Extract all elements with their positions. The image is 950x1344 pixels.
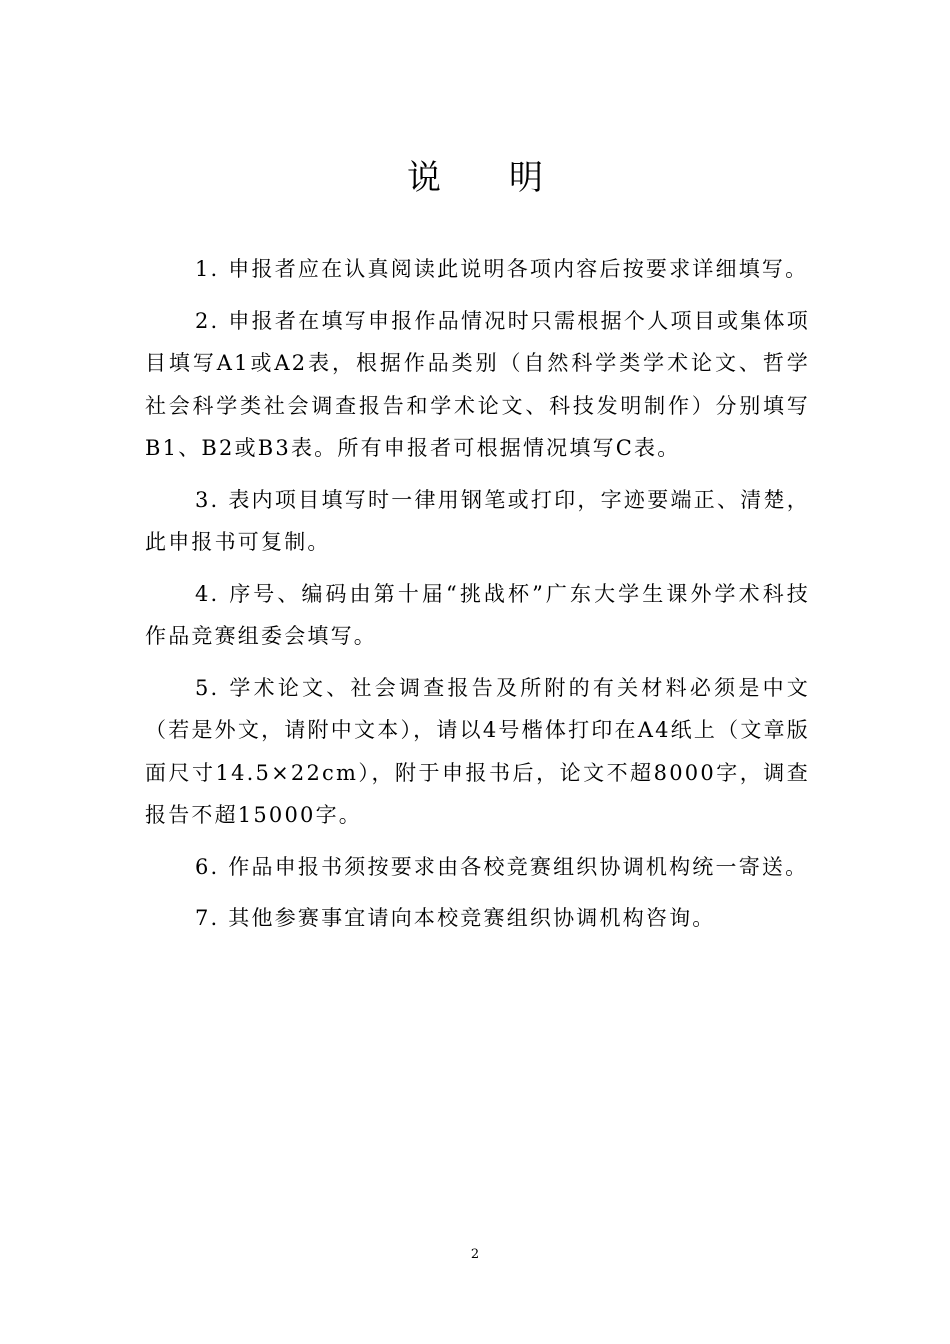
page-title: 说明 [407,158,611,198]
instruction-item-1: 1. 申报者应在认真阅读此说明各项内容后按要求详细填写。 [195,257,809,281]
instruction-item-3: 3. 表内项目填写时一律用钢笔或打印，字迹要端正、清楚，此申报书可复制。 [145,487,810,554]
instruction-item-2: 2. 申报者在填写申报作品情况时只需根据个人项目或集体项目填写A1或A2表，根据作品类别（自然科学类学术论文、哲学社会科学类社会调查报告和学术论文、科技发明制作）分别填写B1、B2或B3表。所有申报者可根据情况填写C表。 [145,308,810,460]
instruction-item-4: 4. 序号、编码由第十届“挑战杯”广东大学生课外学术科技作品竞赛组委会填写。 [145,581,810,648]
instruction-item-6: 6. 作品申报书须按要求由各校竞赛组织协调机构统一寄送。 [195,854,809,879]
instruction-item-7: 7. 其他参赛事宜请向本校竞赛组织协调机构咨询。 [195,906,716,930]
instruction-item-5: 5. 学术论文、社会调查报告及所附的有关材料必须是中文（若是外文，请附中文本），请以4号楷体打印在A4纸上（文章版面尺寸14.5×22cm），附于申报书后，论文不超8000字，调查报告不超15000字。 [145,675,810,827]
page-number: 2 [470,1247,480,1262]
instructions-body [145,248,810,949]
